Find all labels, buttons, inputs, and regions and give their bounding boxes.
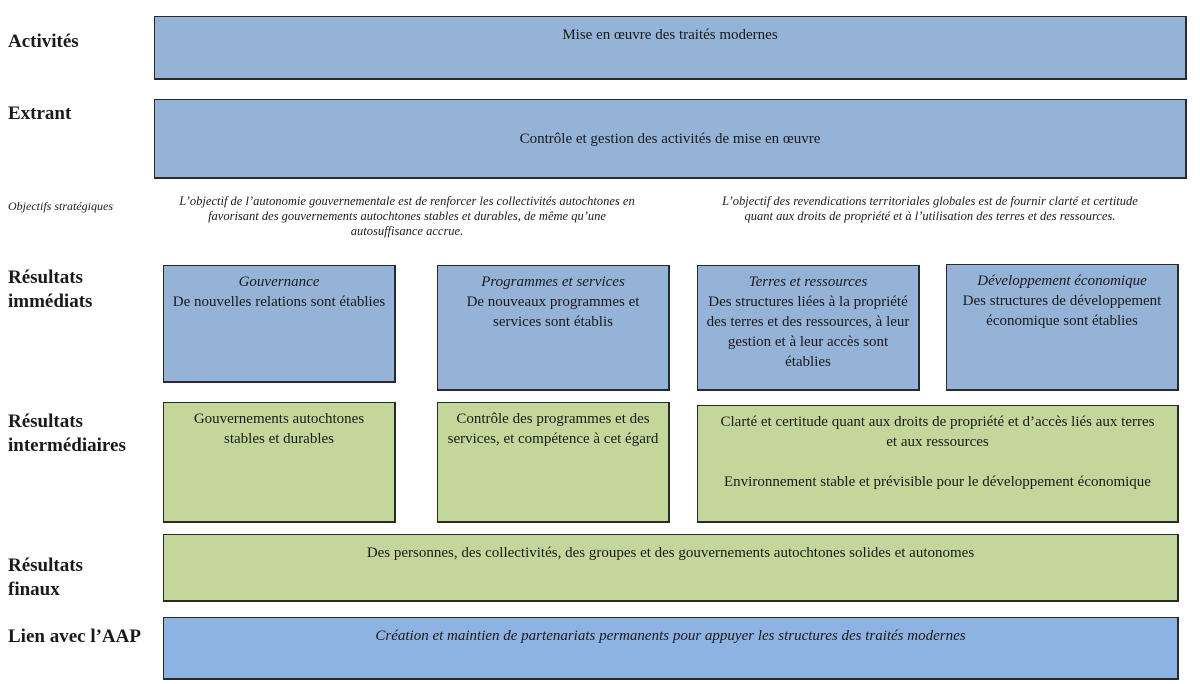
label-immediate-results xyxy=(8,266,92,314)
activities-text: Mise en œuvre des traités modernes xyxy=(562,27,778,43)
aap-link-box xyxy=(163,617,1179,680)
intermediate-result-programs-control xyxy=(437,402,670,523)
intermediate-result-text: Contrôle des programmes et des services, et compétence à cet égard xyxy=(447,411,659,447)
immediate-result-governance xyxy=(163,265,396,383)
intermediate-result-text: Clarté et certitude quant aux droits de propriété et d’accès liés aux terres et aux ressources xyxy=(720,414,1155,450)
intermediate-result-text-2: Environnement stable et prévisible pour le développement économique xyxy=(724,474,1151,490)
aap-link-text: Création et maintien de partenariats permanents pour appuyer les structures des traités modernes xyxy=(375,628,966,644)
final-results-text: Des personnes, des collectivités, des groupes et des gouvernements autochtones solides et autonomes xyxy=(366,545,975,561)
label-intermediate-results-line2: intermédiaires xyxy=(8,435,126,456)
label-intermediate-results-line1: Résultats xyxy=(8,411,83,432)
label-output: Extrant xyxy=(8,103,72,124)
immediate-result-economic-development xyxy=(946,264,1179,391)
immediate-result-text: Des structures liées à la propriété des terres et des ressources, à leur gestion et à leur accès sont établies xyxy=(706,294,910,370)
activities-box xyxy=(154,16,1187,80)
immediate-result-title: Programmes et services xyxy=(481,274,625,290)
intermediate-result-lands-economy xyxy=(697,405,1179,523)
label-final-results-line1: Résultats xyxy=(8,555,83,576)
label-intermediate-results xyxy=(8,410,126,458)
strategic-objective-self-government: L’objectif de l’autonomie gouvernementale est de renforcer les collectivités autochtones en favorisant des gouvernements autochtones stables et durables, de même qu’une autosuffisance accrue. xyxy=(179,194,635,238)
intermediate-result-governments xyxy=(163,402,396,523)
immediate-result-text: Des structures de développement économique sont établies xyxy=(962,293,1162,329)
label-immediate-results-line2: immédiats xyxy=(8,291,93,312)
label-immediate-results-line1: Résultats xyxy=(8,267,83,288)
immediate-result-title: Développement économique xyxy=(977,273,1147,289)
immediate-result-lands-resources xyxy=(697,265,920,391)
immediate-result-text: De nouvelles relations sont établies xyxy=(172,294,386,310)
label-strategic-objectives: Objectifs stratégiques xyxy=(8,199,113,213)
label-final-results xyxy=(8,554,83,602)
output-box xyxy=(154,99,1187,179)
final-results-box xyxy=(163,534,1179,602)
immediate-result-text: De nouveaux programmes et services sont établis xyxy=(466,294,640,330)
label-aap-link: Lien avec l’AAP xyxy=(8,626,141,647)
strategic-objective-land-claims: L’objectif des revendications territoriales globales est de fournir clarté et certitude quant aux droits de propriété et à l’utilisation des terres et des ressources. xyxy=(722,194,1138,223)
label-activities: Activités xyxy=(8,31,79,52)
immediate-result-programs-services xyxy=(437,265,670,391)
intermediate-result-text: Gouvernements autochtones stables et durables xyxy=(193,411,365,447)
immediate-result-title: Gouvernance xyxy=(238,274,320,290)
immediate-result-title: Terres et ressources xyxy=(748,274,868,290)
label-final-results-line2: finaux xyxy=(8,579,60,600)
output-text: Contrôle et gestion des activités de mise en œuvre xyxy=(519,131,821,147)
